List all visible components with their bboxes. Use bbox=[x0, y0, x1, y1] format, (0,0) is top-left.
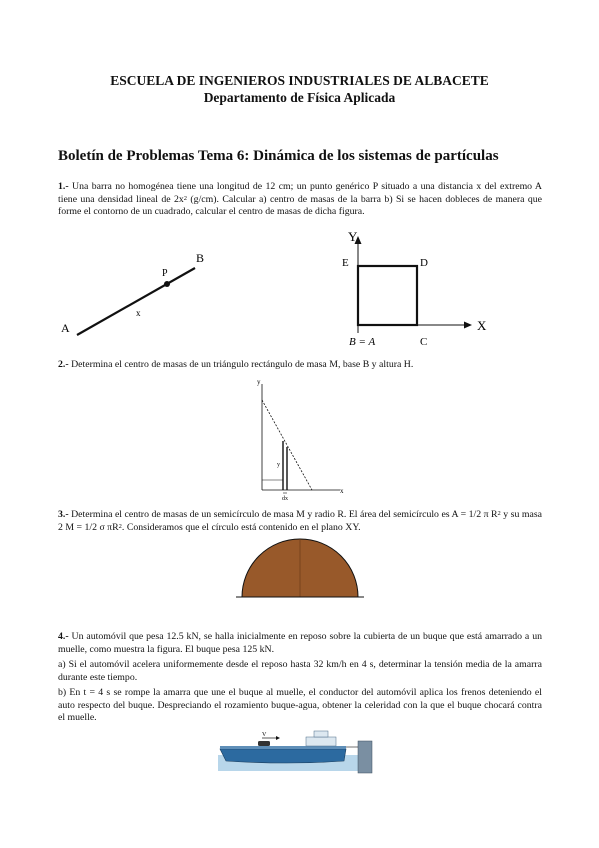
ship-cabin bbox=[306, 737, 336, 746]
square-label-ba: B = A bbox=[349, 336, 376, 348]
square-axis-y: Y bbox=[348, 229, 358, 244]
problem-4-part-a: a) Si el automóvil acelera uniformemente desde el reposo hasta 32 km/h en 4 s, determinar la tensión media de la amarra durante este tiempo. bbox=[58, 659, 542, 683]
square-label-d: D bbox=[420, 257, 428, 269]
ship-hull bbox=[220, 749, 346, 763]
tri-label-y: y bbox=[277, 462, 280, 468]
school-name: ESCUELA DE INGENIEROS INDUSTRIALES DE ALBACETE bbox=[110, 73, 489, 88]
problem-3 bbox=[58, 509, 542, 534]
problem-3-text-b: y su masa 2 M = 1/2 σ πR bbox=[58, 509, 542, 533]
problem-1-text-a: Una barra no homogénea tiene una longitud de 12 cm; un punto genérico P situado a una distancia x del extremo A tiene una densidad lineal de 2x bbox=[58, 181, 542, 205]
bar-label-a: A bbox=[61, 321, 70, 335]
problem-2 bbox=[58, 359, 542, 372]
problem-1-text-b: (g/cm). Calcular a) centro de masas de la barra b) Si se hacen dobleces de manera que forme el contorno de un cuadrado, calcular el centro de masas de dicha figura. bbox=[58, 193, 542, 217]
problem-1-number: 1.- bbox=[58, 181, 69, 192]
problem-3-text-c: . Consideramos que el círculo está contenido en el plano XY. bbox=[121, 521, 361, 533]
square-axis-x: X bbox=[477, 318, 487, 333]
problem-1 bbox=[58, 181, 542, 219]
problem-2-number: 2.- bbox=[58, 359, 69, 370]
problem-4-number: 4.- bbox=[58, 631, 69, 642]
bulletin-title: Boletín de Problemas Tema 6: Dinámica de los sistemas de partículas bbox=[58, 148, 499, 164]
bar-label-x: x bbox=[136, 308, 141, 318]
ship-label-v: V bbox=[262, 732, 267, 738]
ship-deck bbox=[220, 746, 346, 749]
ship-bridge bbox=[314, 731, 328, 737]
department-name: Departamento de Física Aplicada bbox=[203, 90, 396, 105]
problem-4-part-b: b) En t = 4 s se rompe la amarra que une el buque al muelle, el conductor del automóvil aplica los frenos deteniendo el auto respecto del buque. Despreciando el rozamiento buque-agua, obtener la celeridad con la que el buque chocará contra el muelle. bbox=[58, 687, 542, 723]
car bbox=[258, 741, 270, 746]
velocity-arrowhead bbox=[276, 736, 280, 740]
problem-3-text-a: Determina el centro de masas de un semicírculo de masa M y radio R. El área del semicírculo es A = 1/2 π R bbox=[68, 509, 498, 520]
tri-axis-x: x bbox=[340, 487, 344, 495]
problem-1-sup: 2 bbox=[183, 194, 188, 202]
tri-label-dx: dx bbox=[282, 496, 288, 502]
dock bbox=[358, 741, 372, 773]
point-p-dot bbox=[164, 281, 170, 287]
square-label-c: C bbox=[420, 336, 428, 348]
square-outline bbox=[358, 266, 417, 325]
x-axis-arrow bbox=[464, 322, 472, 329]
semicircle-figure bbox=[232, 536, 372, 602]
problem-4 bbox=[58, 631, 542, 656]
problem-4-text: Un automóvil que pesa 12.5 kN, se halla inicialmente en reposo sobre la cubierta de un buque que está amarrado a un muelle, como muestra la figura. El buque pesa 125 kN. bbox=[58, 631, 542, 655]
square-label-e: E bbox=[342, 257, 349, 269]
problem-3-sup1: 2 bbox=[497, 510, 501, 517]
triangle-figure bbox=[250, 376, 350, 502]
bar-line bbox=[77, 268, 195, 335]
bar-figure bbox=[55, 245, 225, 340]
problem-3-number: 3.- bbox=[58, 509, 69, 520]
bar-label-b: B bbox=[196, 251, 205, 265]
tri-axis-y: y bbox=[257, 378, 261, 386]
square-figure bbox=[335, 228, 495, 350]
bar-label-p: P bbox=[162, 268, 168, 279]
problem-2-text: Determina el centro de masas de un triángulo rectángulo de masa M, base B y altura H. bbox=[68, 359, 414, 370]
ship-figure bbox=[218, 727, 380, 775]
problem-3-sup2: 2 bbox=[118, 522, 122, 530]
